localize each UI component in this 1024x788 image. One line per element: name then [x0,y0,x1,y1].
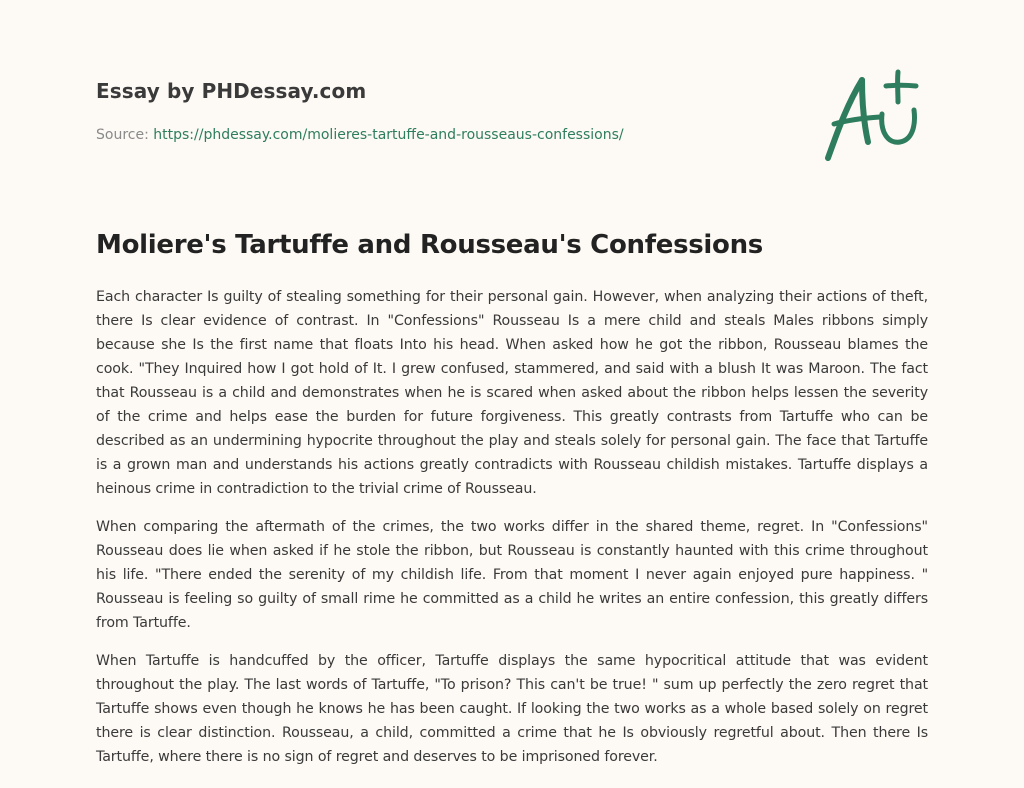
essay-paragraph: When comparing the aftermath of the crimes, the two works differ in the shared theme, regret. In "Confessions" Rousseau does lie when asked if he stole the ribbon, but Rousseau is constantly haunted with this crime throughout his life. "There ended the serenity of my childish life. From that moment I never again enjoyed pure happiness. " Rousseau is feeling so guilty of small rime he committed as a child he writes an entire confession, this greatly differs from Tartuffe. [96,519,928,631]
source-link[interactable]: https://phdessay.com/molieres-tartuffe-and-rousseaus-confessions/ [153,127,624,143]
site-brand: Essay by PHDessay.com [96,79,367,103]
essay-body [96,285,928,783]
essay-paragraph: When Tartuffe is handcuffed by the officer, Tartuffe displays the same hypocritical attitude that was evident throughout the play. The last words of Tartuffe, "To prison? This can't be true! " sum up perfectly the zero regret that Tartuffe shows even though he knows he has been caught. If looking the two works as a whole based solely on regret there is clear distinction. Rousseau, a child, committed a crime that he Is obviously regretful about. Then there Is Tartuffe, where there is no sign of regret and deserves to be imprisoned forever. [96,653,928,765]
essay-title: Moliere's Tartuffe and Rousseau's Confessions [96,230,763,260]
source-label: Source: [96,127,154,143]
page-header [96,77,796,145]
source-line [96,125,796,145]
a-plus-grade-icon [818,66,930,166]
essay-paragraph: Each character Is guilty of stealing something for their personal gain. However, when analyzing their actions of theft, there Is clear evidence of contrast. In "Confessions" Rousseau Is a mere child and steals Males ribbons simply because she Is the first name that floats Into his head. When asked how he got the ribbon, Rousseau blames the cook. "They Inquired how I got hold of It. I grew confused, stammered, and said with a blush It was Maroon. The fact that Rousseau is a child and demonstrates when he is scared when asked about the ribbon helps lessen the severity of the crime and helps ease the burden for future forgiveness. This greatly contrasts from Tartuffe who can be described as an undermining hypocrite throughout the play and steals solely for personal gain. The face that Tartuffe is a grown man and understands his actions greatly contradicts with Rousseau childish mistakes. Tartuffe displays a heinous crime in contradiction to the trivial crime of Rousseau. [96,289,928,497]
